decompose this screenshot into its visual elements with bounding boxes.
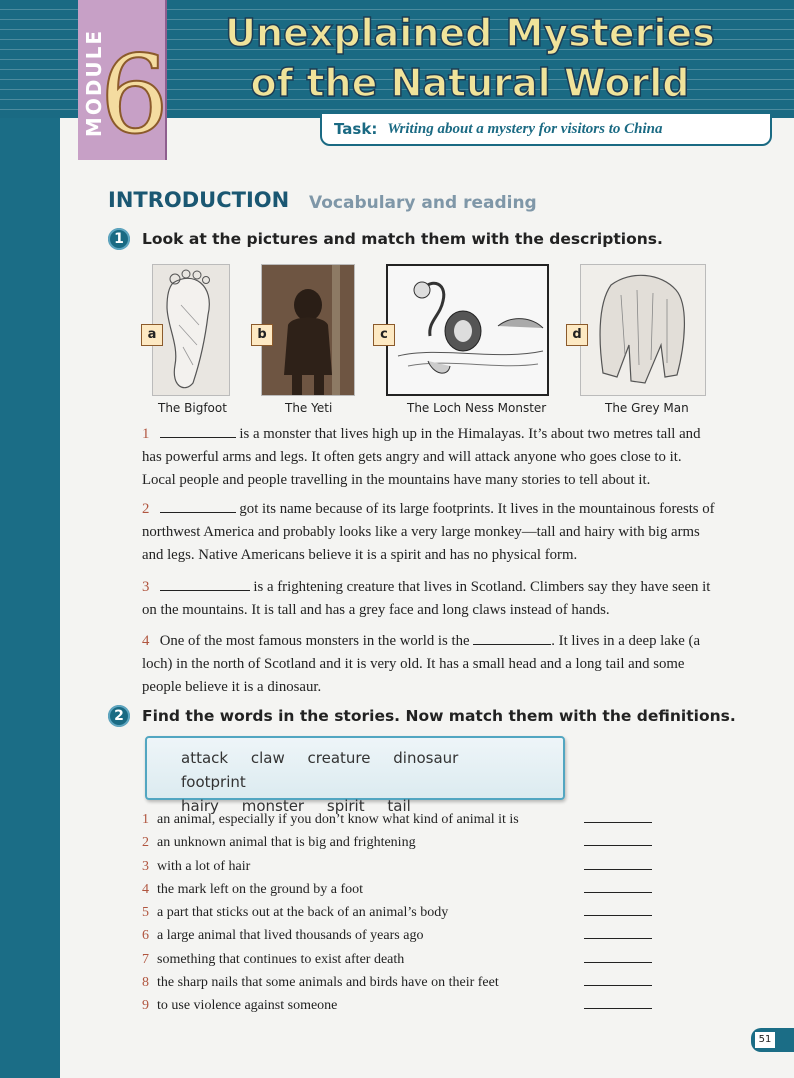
definition-text: something that continues to exist after death — [157, 951, 405, 967]
caption-bigfoot: The Bigfoot — [158, 401, 227, 415]
definition-row — [142, 901, 662, 924]
answer-line[interactable] — [584, 1008, 652, 1009]
answer-blank[interactable] — [160, 498, 236, 513]
exercise-2-number: 2 — [108, 705, 130, 727]
story-text: is a monster that lives high up in the Himalayas. It’s about two metres tall and has powerful arms and legs. It often gets angry and will attack anyone who goes close to it. Local people and people travelling in the mountains have many stories to tell about it. — [142, 426, 701, 488]
answer-line[interactable] — [584, 845, 652, 846]
answer-line[interactable] — [584, 985, 652, 986]
definition-row — [142, 994, 662, 1017]
definition-row — [142, 924, 662, 947]
word-item: attack — [181, 749, 229, 767]
definition-number: 7 — [142, 951, 149, 967]
word-item: creature — [307, 749, 371, 767]
page-title — [190, 8, 750, 108]
answer-blank[interactable] — [160, 423, 236, 438]
word-item: tail — [387, 797, 411, 815]
definition-number: 1 — [142, 812, 149, 827]
definition-row — [142, 948, 662, 971]
story-4 — [142, 630, 717, 699]
definition-number: 6 — [142, 928, 149, 944]
exercise-1-number: 1 — [108, 228, 130, 250]
answer-line[interactable] — [584, 822, 652, 823]
answer-line[interactable] — [584, 915, 652, 916]
story-1 — [142, 423, 717, 492]
story-number: 1 — [142, 426, 150, 442]
title-line-2: of the Natural World — [250, 61, 690, 105]
definition-text: an animal, especially if you don’t know what kind of animal it is — [157, 812, 519, 827]
left-sidebar-band — [0, 0, 60, 1078]
definition-text: a part that sticks out at the back of an animal’s body — [157, 905, 449, 921]
caption-loch-ness: The Loch Ness Monster — [407, 401, 547, 415]
section-subtitle: Vocabulary and reading — [309, 193, 537, 213]
caption-yeti: The Yeti — [285, 401, 333, 415]
story-2 — [142, 498, 717, 567]
definition-number: 9 — [142, 998, 149, 1014]
loch-ness-monster-icon — [388, 266, 547, 394]
caption-grey-man: The Grey Man — [605, 401, 689, 415]
word-item: footprint — [181, 773, 246, 791]
definition-text: the sharp nails that some animals and birds have on their feet — [157, 975, 499, 991]
definition-text: to use violence against someone — [157, 998, 338, 1014]
picture-letter-b: b — [251, 324, 273, 346]
section-title: INTRODUCTION — [108, 188, 290, 212]
answer-blank[interactable] — [473, 630, 551, 645]
grey-man-icon — [581, 265, 705, 395]
word-item: claw — [250, 749, 285, 767]
answer-line[interactable] — [584, 892, 652, 893]
story-text-pre: One of the most famous monsters in the world is the — [159, 633, 474, 649]
exercise-1-heading — [108, 228, 663, 250]
exercise-2-heading — [108, 705, 736, 727]
title-line-1: Unexplained Mysteries — [225, 11, 715, 55]
definition-row — [142, 971, 662, 994]
definition-number: 8 — [142, 975, 149, 991]
page-number-tab — [751, 1028, 794, 1052]
picture-letter-d: d — [566, 324, 588, 346]
word-item: spirit — [326, 797, 365, 815]
picture-letter-a: a — [141, 324, 163, 346]
yeti-icon — [262, 265, 354, 395]
story-text: . It lives in a deep lake (a loch) in the north of Scotland and it is very old. It has a small head and a long tail and some people believe it is a dinosaur. — [142, 633, 701, 695]
page-number: 51 — [754, 1031, 776, 1049]
exercise-2-instruction: Find the words in the stories. Now match them with the definitions. — [142, 707, 736, 725]
definition-row — [142, 855, 662, 878]
yeti-picture — [261, 264, 355, 396]
story-3 — [142, 576, 717, 622]
story-text: got its name because of its large footprints. It lives in the mountainous forests of northwest America and probably looks like a very large monkey—tall and hairy with big arms and legs. Native Americans believe it is a spirit and has no physical form. — [142, 501, 715, 563]
definition-number: 3 — [142, 858, 149, 874]
footprint-icon — [153, 265, 229, 395]
story-number: 2 — [142, 501, 150, 517]
answer-blank[interactable] — [160, 576, 250, 591]
definition-row — [142, 831, 662, 854]
definitions-list — [142, 808, 662, 1018]
answer-line[interactable] — [584, 938, 652, 939]
definition-text: the mark left on the ground by a foot — [157, 881, 364, 897]
definition-number: 4 — [142, 881, 149, 897]
definition-number: 2 — [142, 835, 149, 851]
story-text: is a frightening creature that lives in Scotland. Climbers say they have seen it on the mountains. It is tall and has a grey face and long claws instead of hands. — [142, 579, 711, 618]
definition-text: an unknown animal that is big and frightening — [157, 835, 416, 851]
definition-text: with a lot of hair — [157, 858, 251, 874]
story-number: 3 — [142, 579, 150, 595]
word-item: dinosaur — [393, 749, 459, 767]
definition-number: 5 — [142, 905, 149, 921]
task-text: Writing about a mystery for visitors to China — [387, 120, 663, 137]
answer-line[interactable] — [584, 962, 652, 963]
module-word: MODULE — [82, 28, 106, 138]
task-label: Task: — [334, 120, 378, 138]
definition-row — [142, 808, 662, 831]
definition-text: a large animal that lived thousands of years ago — [157, 928, 424, 944]
exercise-1-instruction: Look at the pictures and match them with the descriptions. — [142, 230, 663, 248]
module-number: 6 — [100, 33, 169, 158]
answer-line[interactable] — [584, 869, 652, 870]
definition-row — [142, 878, 662, 901]
picture-letter-c: c — [373, 324, 395, 346]
bigfoot-picture — [152, 264, 230, 396]
loch-ness-picture — [386, 264, 549, 396]
word-row-1 — [181, 746, 563, 794]
story-number: 4 — [142, 633, 150, 649]
task-box — [320, 112, 772, 146]
word-item: hairy — [181, 797, 219, 815]
word-box — [145, 736, 565, 815]
word-item: monster — [241, 797, 305, 815]
grey-man-picture — [580, 264, 706, 396]
